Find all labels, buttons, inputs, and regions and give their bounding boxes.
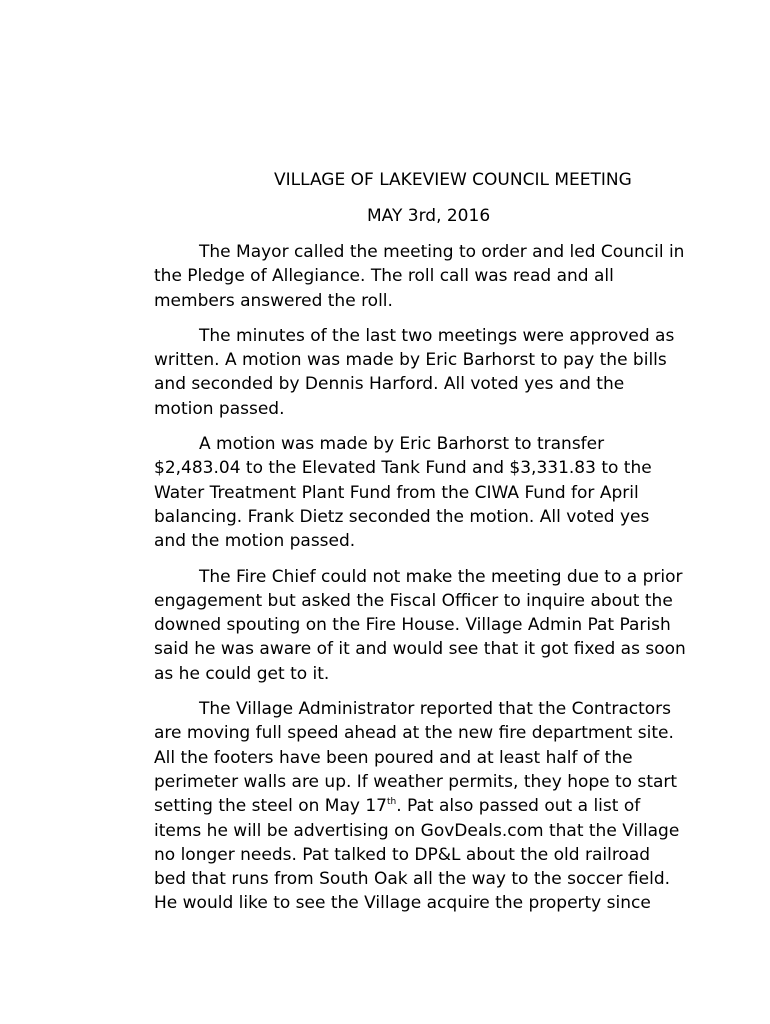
paragraph-roll-call: The Mayor called the meeting to order and led Council in the Pledge of Allegiance. The roll call was read and all members answered the roll. (154, 242, 685, 311)
document-title: VILLAGE OF LAKEVIEW COUNCIL MEETING (274, 170, 632, 190)
document-body (154, 240, 710, 927)
admin-report-text-part-1: The Village Administrator reported that the Contractors are moving full speed ahead at the new fire department site. All the footers have been poured and at least half of the perimeter walls are up. If weather permits, they hope to start setting the steel on May 17 (154, 699, 678, 817)
paragraph-minutes: The minutes of the last two meetings were approved as written. A motion was made by Eric Barhorst to pay the bills and seconded by Dennis Harford. All voted yes and the motion passed. (154, 325, 675, 419)
paragraph-fund-transfer: A motion was made by Eric Barhorst to transfer $2,483.04 to the Elevated Tank Fund and $3,331.83 to the Water Treatment Plant Fund from the CIWA Fund for April balancing. Frank Dietz seconded the motion. All voted yes and the motion passed. (154, 434, 652, 552)
paragraph-fire-chief: The Fire Chief could not make the meeting due to a prior engagement but asked the Fiscal Officer to inquire about the downed spouting on the Fire House. Village Admin Pat Parish said he was aware of it and would see that it got fixed as soon as he could get to it. (154, 566, 686, 684)
admin-report-text-part-2: . Pat also passed out a list of items he will be advertising on GovDeals.com that the Village no longer needs. Pat talked to DP&L about the old railroad bed that runs from South Oak all the way to the soccer field. He would like to see the Village acquire the property since (154, 796, 680, 914)
ordinal-superscript: th (386, 797, 397, 808)
meeting-date: MAY 3rd, 2016 (367, 206, 491, 226)
paragraph-village-administrator (154, 697, 710, 916)
